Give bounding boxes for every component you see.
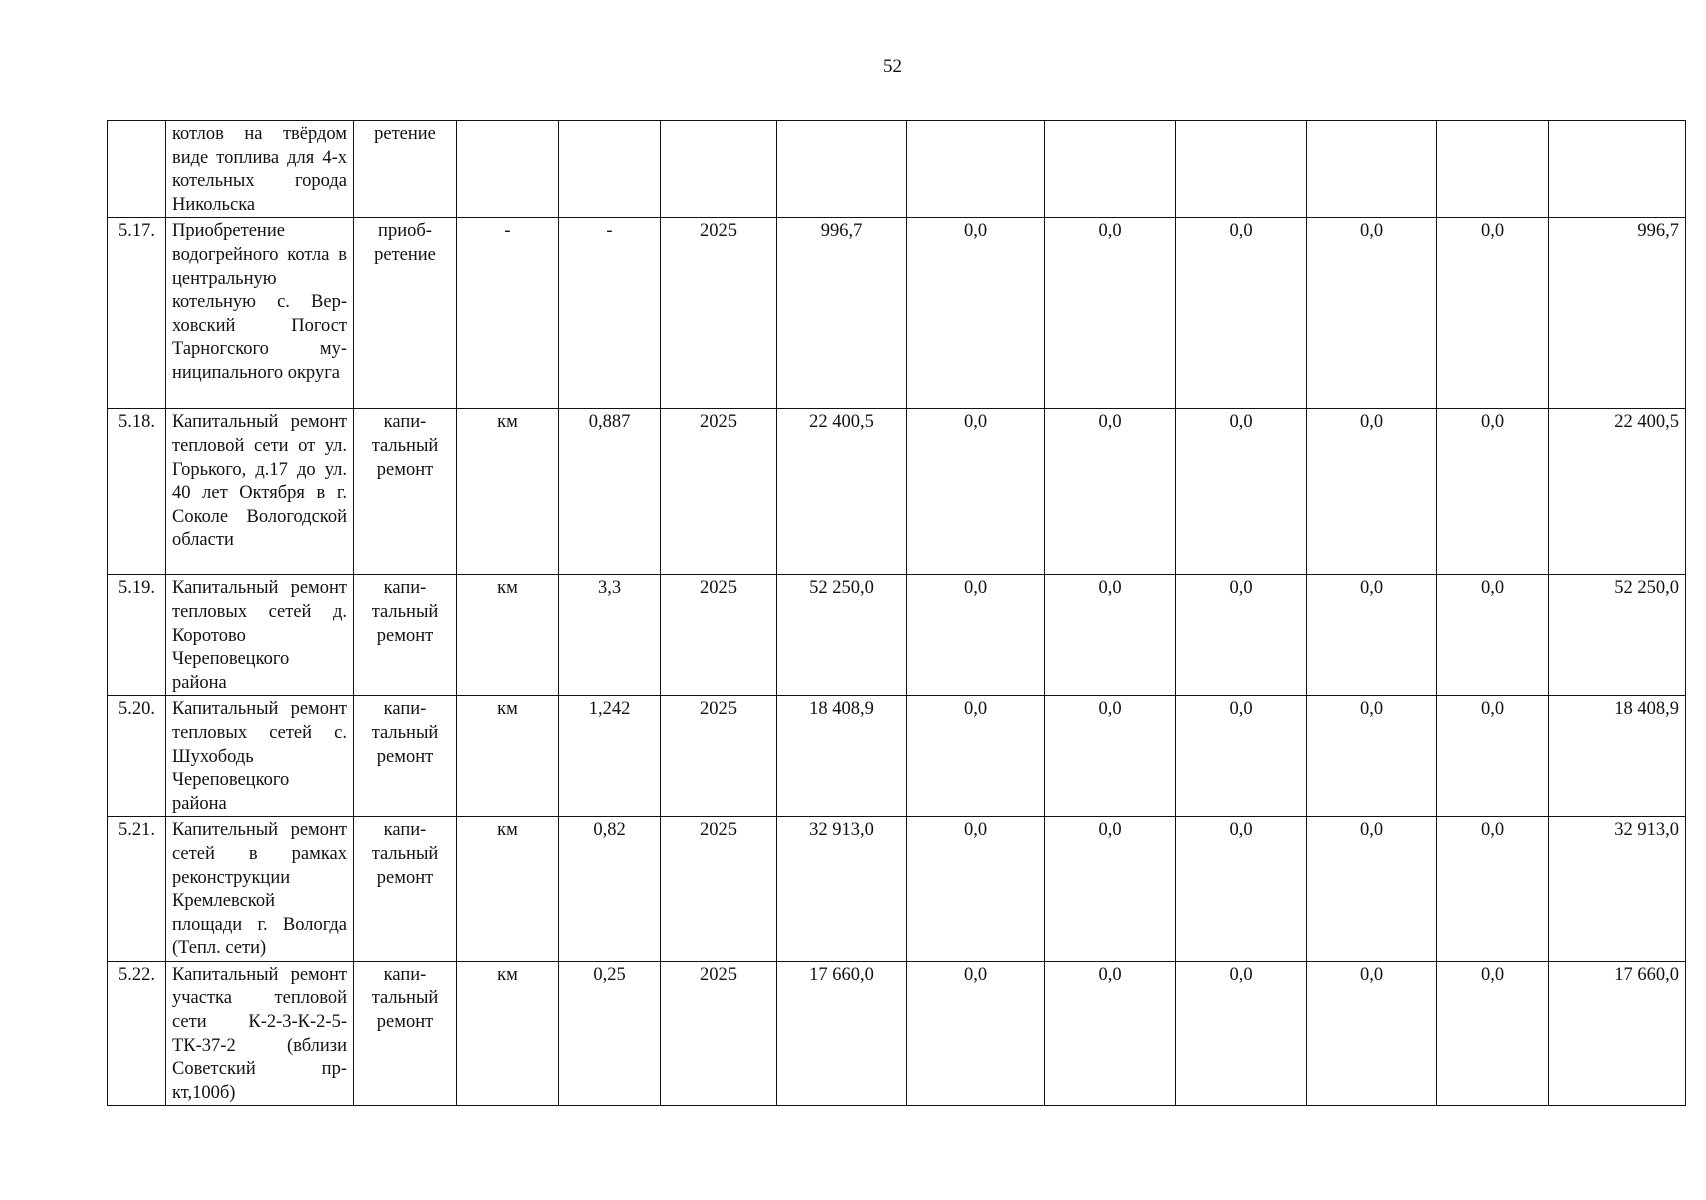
amount-5-cell: 0,0 [1307,409,1437,575]
amount-5-cell: 0,0 [1307,961,1437,1106]
year-cell: 2025 [661,218,777,409]
amount-5-cell: 0,0 [1307,696,1437,817]
year-cell: 2025 [661,575,777,696]
amount-3-cell: 0,0 [1045,961,1176,1106]
row-number-cell: 5.19. [108,575,166,696]
table-row [108,961,1686,1106]
amount-5-cell: 0,0 [1307,575,1437,696]
amount-1-cell: 18 408,9 [777,696,907,817]
work-name-cell: котлов на твёрдом виде топлива для 4-х котельных города Никольска [166,121,354,218]
table-row [108,121,1686,218]
work-name-cell: Капительный ремонт сетей в рамках реконструкции Кремлевской площади г. Вологда (Тепл. сети) [166,817,354,962]
amount-4-cell: 0,0 [1176,218,1307,409]
amount-1-cell: 52 250,0 [777,575,907,696]
work-type-cell: капитальный ремонт [354,961,457,1106]
row-number-cell: 5.21. [108,817,166,962]
page-number: 52 [883,56,902,77]
amount-5-cell [1307,121,1437,218]
amount-6-cell: 0,0 [1437,817,1549,962]
unit-cell: - [457,218,559,409]
amount-6-cell: 0,0 [1437,961,1549,1106]
amount-2-cell: 0,0 [907,575,1045,696]
work-type-cell: капитальный ремонт [354,696,457,817]
amount-2-cell: 0,0 [907,409,1045,575]
quantity-cell: 1,242 [559,696,661,817]
amount-6-cell: 0,0 [1437,218,1549,409]
total-amount-cell [1549,121,1686,218]
amount-2-cell: 0,0 [907,961,1045,1106]
work-type-cell: ретение [354,121,457,218]
amount-4-cell: 0,0 [1176,696,1307,817]
table-body [108,121,1686,1106]
year-cell [661,121,777,218]
work-type-cell: приобретение [354,218,457,409]
amount-4-cell: 0,0 [1176,961,1307,1106]
work-type-cell: капитальный ремонт [354,409,457,575]
amount-6-cell: 0,0 [1437,696,1549,817]
total-amount-cell: 32 913,0 [1549,817,1686,962]
amount-5-cell: 0,0 [1307,817,1437,962]
amount-1-cell: 32 913,0 [777,817,907,962]
row-number-cell: 5.18. [108,409,166,575]
amount-2-cell: 0,0 [907,218,1045,409]
row-number-cell: 5.22. [108,961,166,1106]
unit-cell: км [457,696,559,817]
amount-3-cell: 0,0 [1045,575,1176,696]
amount-6-cell [1437,121,1549,218]
amount-4-cell: 0,0 [1176,817,1307,962]
year-cell: 2025 [661,961,777,1106]
amount-4-cell: 0,0 [1176,575,1307,696]
amount-6-cell: 0,0 [1437,575,1549,696]
quantity-cell: - [559,218,661,409]
work-name-cell: Капитальный ремонт участка тепловой сети К-2-3-К-2-5-ТК-37-2 (вблизи Советский пр-кт,100б) [166,961,354,1106]
amount-4-cell: 0,0 [1176,409,1307,575]
total-amount-cell: 52 250,0 [1549,575,1686,696]
quantity-cell: 3,3 [559,575,661,696]
work-name-cell: Капитальный ремонт тепловых сетей д. Коротово Череповецкого района [166,575,354,696]
quantity-cell: 0,25 [559,961,661,1106]
total-amount-cell: 22 400,5 [1549,409,1686,575]
unit-cell: км [457,409,559,575]
year-cell: 2025 [661,696,777,817]
quantity-cell: 0,82 [559,817,661,962]
table-row [108,575,1686,696]
quantity-cell: 0,887 [559,409,661,575]
amount-3-cell [1045,121,1176,218]
year-cell: 2025 [661,817,777,962]
amount-1-cell: 996,7 [777,218,907,409]
row-number-cell [108,121,166,218]
row-number-cell: 5.20. [108,696,166,817]
table-row [108,696,1686,817]
work-type-cell: капитальный ремонт [354,817,457,962]
unit-cell: км [457,961,559,1106]
amount-2-cell [907,121,1045,218]
unit-cell [457,121,559,218]
year-cell: 2025 [661,409,777,575]
amount-1-cell: 22 400,5 [777,409,907,575]
amount-1-cell [777,121,907,218]
unit-cell: км [457,575,559,696]
total-amount-cell: 17 660,0 [1549,961,1686,1106]
work-name-cell: Капитальный ремонт тепловых сетей с. Шухободь Череповецкого района [166,696,354,817]
total-amount-cell: 996,7 [1549,218,1686,409]
table-row [108,218,1686,409]
work-type-cell: капитальный ремонт [354,575,457,696]
amount-3-cell: 0,0 [1045,409,1176,575]
total-amount-cell: 18 408,9 [1549,696,1686,817]
amount-2-cell: 0,0 [907,817,1045,962]
amount-3-cell: 0,0 [1045,218,1176,409]
amount-4-cell [1176,121,1307,218]
table-row [108,409,1686,575]
amount-6-cell: 0,0 [1437,409,1549,575]
unit-cell: км [457,817,559,962]
work-name-cell: Приобретение водогрейного котла в центральную котельную с. Верховский Погост Тарногского муниципального округа [166,218,354,409]
table-row [108,817,1686,962]
amount-1-cell: 17 660,0 [777,961,907,1106]
amount-3-cell: 0,0 [1045,817,1176,962]
amount-3-cell: 0,0 [1045,696,1176,817]
row-number-cell: 5.17. [108,218,166,409]
work-name-cell: Капитальный ремонт тепловой сети от ул. Горького, д.17 до ул. 40 лет Октября в г. Соколе Вологодской области [166,409,354,575]
quantity-cell [559,121,661,218]
amount-2-cell: 0,0 [907,696,1045,817]
works-table [107,120,1686,1106]
amount-5-cell: 0,0 [1307,218,1437,409]
